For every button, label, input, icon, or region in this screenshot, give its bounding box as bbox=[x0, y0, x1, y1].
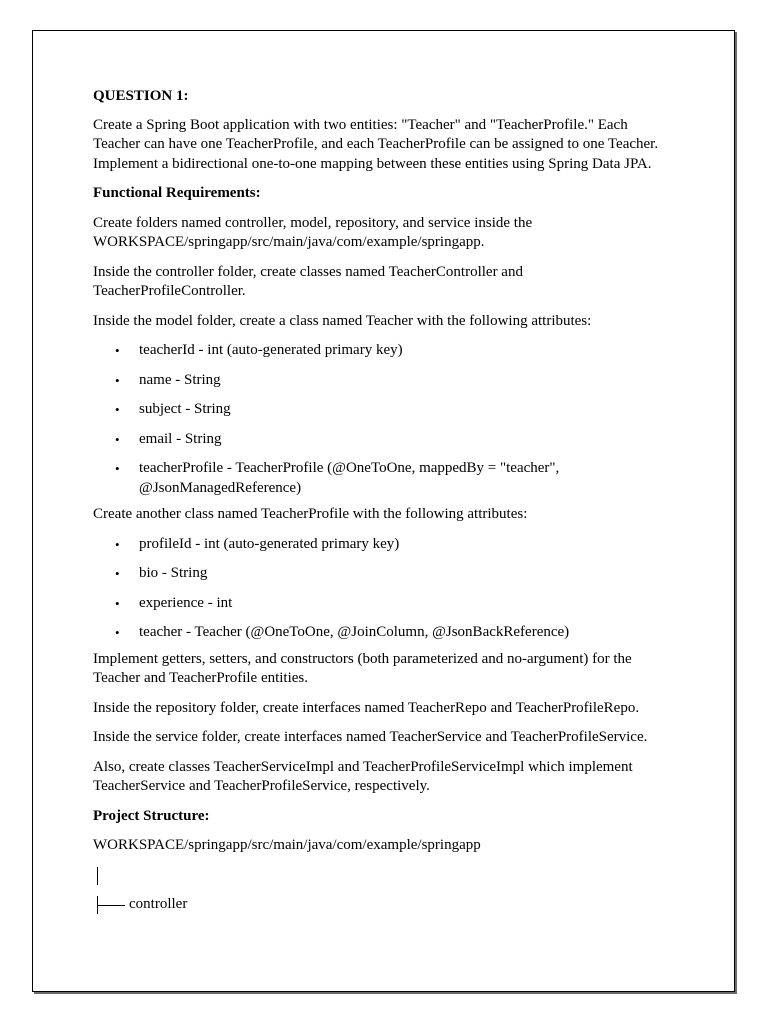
question-title: QUESTION 1: bbox=[93, 88, 189, 104]
tree-branch-horizontal-icon bbox=[97, 905, 125, 906]
list-item-text: bio - String bbox=[139, 565, 208, 581]
list-item-text: teacherId - int (auto-generated primary key) bbox=[139, 342, 403, 358]
tree-vertical-line-icon bbox=[97, 867, 98, 885]
list-item bbox=[93, 400, 673, 420]
getters-paragraph: Implement getters, setters, and constructors (both parameterized and no-argument) for the Teacher and TeacherProfile entities. bbox=[93, 650, 632, 686]
list-item bbox=[93, 535, 673, 555]
bullet-icon: • bbox=[115, 343, 120, 358]
profile-attribute-list bbox=[93, 535, 673, 643]
list-item-text: name - String bbox=[139, 371, 221, 388]
repository-paragraph: Inside the repository folder, create interfaces named TeacherRepo and TeacherProfileRepo. bbox=[93, 699, 640, 716]
list-item bbox=[93, 341, 673, 361]
profile-paragraph: Create another class named TeacherProfile with the following attributes: bbox=[93, 506, 528, 522]
bullet-icon: • bbox=[115, 431, 120, 447]
service-paragraph: Inside the service folder, create interfaces named TeacherService and TeacherProfileService. bbox=[93, 729, 648, 745]
list-item-text: email - String bbox=[139, 430, 222, 447]
list-item-text: teacherProfile - TeacherProfile (@OneToOne, mappedBy = "teacher", @JsonManagedReference) bbox=[139, 460, 560, 496]
list-item-text: teacher - Teacher (@OneToOne, @JoinColumn, @JsonBackReference) bbox=[139, 624, 570, 640]
bullet-icon: • bbox=[115, 625, 120, 640]
functional-requirements-heading: Functional Requirements: bbox=[93, 185, 261, 201]
bullet-icon: • bbox=[115, 461, 120, 476]
list-item bbox=[93, 623, 673, 643]
intro-paragraph: Create a Spring Boot application with two entities: "Teacher" and "TeacherProfile." Each Teacher can have one TeacherProfile, and each TeacherProfile can be assigned to one Teacher. Implement a bidirectional one-to-one mapping between these entities using Spring Data JPA. bbox=[93, 116, 659, 172]
bullet-icon: • bbox=[115, 536, 120, 552]
list-item bbox=[93, 430, 673, 450]
list-item bbox=[93, 564, 673, 584]
bullet-icon: • bbox=[115, 595, 120, 611]
model-paragraph: Inside the model folder, create a class named Teacher with the following attributes: bbox=[93, 312, 592, 329]
list-item bbox=[93, 371, 673, 391]
impl-paragraph: Also, create classes TeacherServiceImpl and TeacherProfileServiceImpl which implement TeacherService and TeacherProfileService, respectively. bbox=[93, 758, 633, 794]
tree-node-controller bbox=[93, 895, 673, 915]
list-item-text: profileId - int (auto-generated primary key) bbox=[139, 535, 400, 552]
bullet-icon: • bbox=[115, 566, 120, 581]
tree-node-label: controller bbox=[129, 896, 188, 912]
document-page bbox=[32, 30, 735, 992]
bullet-icon: • bbox=[115, 372, 120, 388]
teacher-attribute-list bbox=[93, 341, 673, 498]
folders-paragraph: Create folders named controller, model, repository, and service inside the WORKSPACE/springapp/src/main/java/com/example/springapp. bbox=[93, 214, 533, 250]
list-item-text: subject - String bbox=[139, 401, 231, 417]
list-item bbox=[93, 459, 673, 498]
project-tree bbox=[93, 866, 673, 915]
controller-paragraph: Inside the controller folder, create classes named TeacherController and TeacherProfileController. bbox=[93, 263, 523, 299]
bullet-icon: • bbox=[115, 402, 120, 417]
tree-connector bbox=[93, 866, 673, 886]
list-item bbox=[93, 594, 673, 614]
project-structure-heading: Project Structure: bbox=[93, 807, 210, 824]
document-content bbox=[93, 87, 673, 925]
list-item-text: experience - int bbox=[139, 594, 233, 611]
structure-root-path: WORKSPACE/springapp/src/main/java/com/example/springapp bbox=[93, 837, 481, 853]
